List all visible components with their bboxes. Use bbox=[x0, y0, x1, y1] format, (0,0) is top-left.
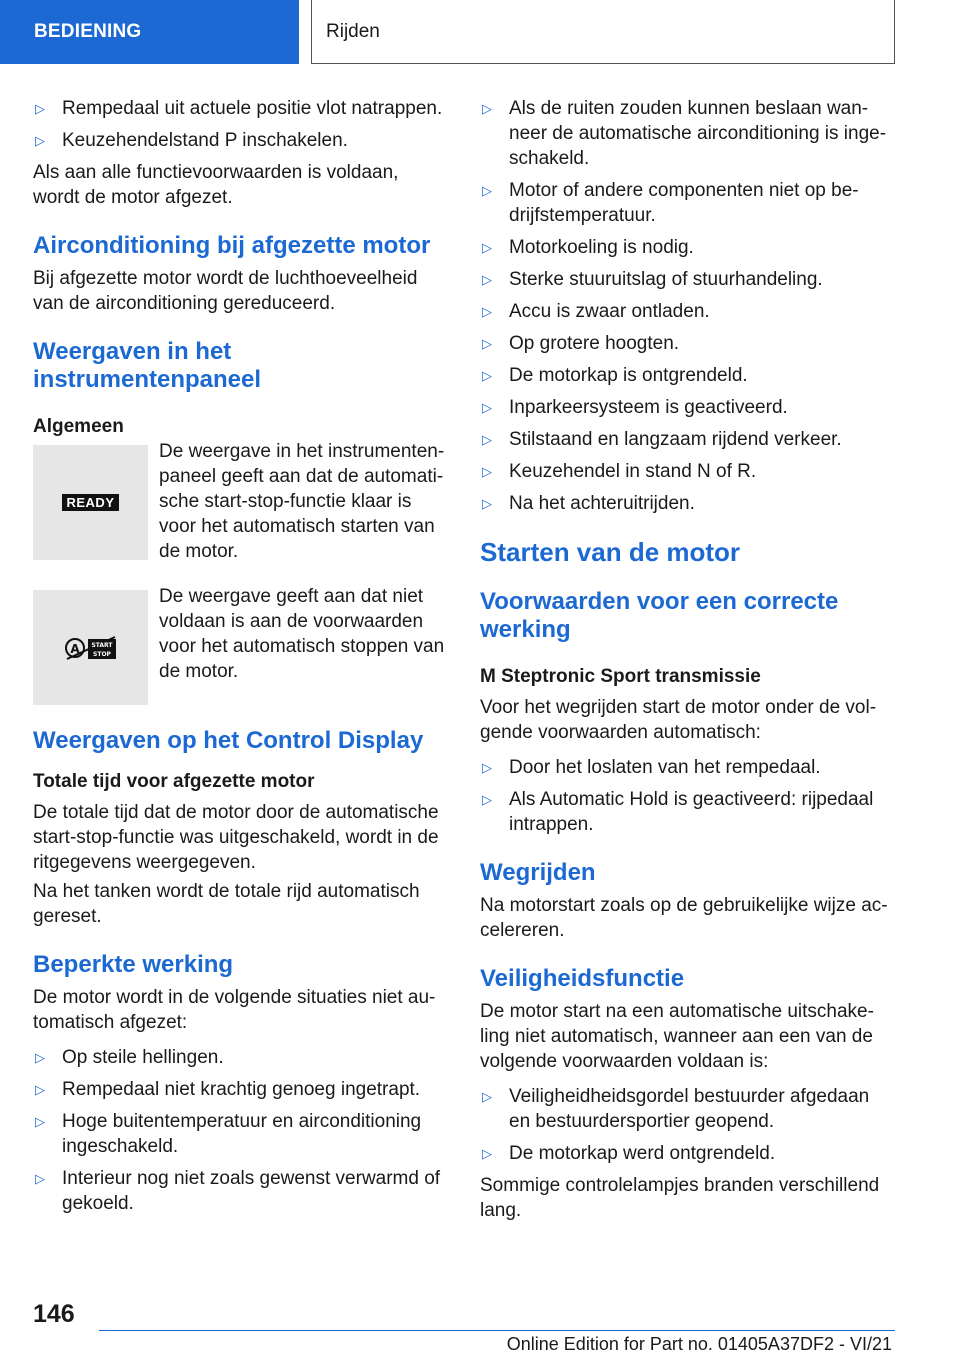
heading-starten: Starten van de motor bbox=[480, 537, 741, 567]
list-item: ▷ Sterke stuuruitslag of stuurhandeling. bbox=[482, 269, 823, 290]
figure-caption: De weergave in het instrumenten-paneel geeft aan dat de automati-sche start-stop-functie klaar is voor het automatisch starten van de motor. bbox=[159, 441, 445, 562]
bullet-list-veiligheid bbox=[480, 1084, 892, 1166]
triangle-bullet-icon: ▷ bbox=[482, 792, 492, 807]
list-item: ▷ Veiligheidheidsgordel bestuurder afgedaan en bestuurdersportier geopend. bbox=[482, 1086, 870, 1132]
start-stop-indicator-image bbox=[33, 590, 148, 705]
list-item: ▷ De motorkap is ontgrendeld. bbox=[482, 365, 748, 386]
heading-veiligheid: Veiligheidsfunctie bbox=[480, 965, 685, 992]
chapter-title: Rijden bbox=[326, 20, 380, 42]
triangle-bullet-icon: ▷ bbox=[482, 101, 492, 116]
bullet-list-top-left bbox=[33, 96, 449, 153]
chapter-header bbox=[311, 0, 895, 64]
list-item: ▷ Rempedaal uit actuele positie vlot natrappen. bbox=[35, 98, 443, 119]
paragraph: De motor wordt in de volgende situaties niet au-tomatisch afgezet: bbox=[33, 987, 436, 1033]
footer-divider bbox=[99, 1330, 895, 1331]
paragraph: Als aan alle functievoorwaarden is voldaan, wordt de motor afgezet. bbox=[33, 162, 399, 208]
subheading-algemeen: Algemeen bbox=[33, 416, 124, 437]
ready-icon: READY bbox=[62, 494, 118, 511]
triangle-bullet-icon: ▷ bbox=[482, 760, 492, 775]
triangle-bullet-icon: ▷ bbox=[482, 400, 492, 415]
bullet-list-m-steptronic bbox=[480, 755, 892, 837]
list-item: ▷ De motorkap werd ontgrendeld. bbox=[482, 1143, 776, 1164]
triangle-bullet-icon: ▷ bbox=[482, 496, 492, 511]
triangle-bullet-icon: ▷ bbox=[35, 1082, 45, 1097]
list-item: ▷ Interieur nog niet zoals gewenst verwarmd of gekoeld. bbox=[35, 1168, 441, 1214]
list-item: ▷ Rempedaal niet krachtig genoeg ingetrapt. bbox=[35, 1079, 421, 1100]
paragraph: Voor het wegrijden start de motor onder de vol-gende voorwaarden automatisch: bbox=[480, 697, 877, 743]
triangle-bullet-icon: ▷ bbox=[482, 432, 492, 447]
bullet-list-top-right bbox=[480, 96, 892, 516]
list-item: ▷ Keuzehendelstand P inschakelen. bbox=[35, 130, 348, 151]
triangle-bullet-icon: ▷ bbox=[482, 240, 492, 255]
list-item: ▷ Hoge buitentemperatuur en airconditioning ingeschakeld. bbox=[35, 1111, 422, 1157]
paragraph: De totale tijd dat de motor door de automatische start-stop-functie was uitgeschakeld, wordt in de ritgegevens weergegeven. bbox=[33, 802, 439, 873]
triangle-bullet-icon: ▷ bbox=[35, 133, 45, 148]
ready-indicator-image bbox=[33, 445, 148, 560]
paragraph: Na motorstart zoals op de gebruikelijke wijze ac-celereren. bbox=[480, 895, 888, 941]
section-tab bbox=[0, 0, 299, 64]
triangle-bullet-icon: ▷ bbox=[482, 1146, 492, 1161]
triangle-bullet-icon: ▷ bbox=[35, 1114, 45, 1129]
list-item: ▷ Op steile hellingen. bbox=[35, 1047, 224, 1068]
paragraph: Na het tanken wordt de totale rijd automatisch gereset. bbox=[33, 881, 420, 927]
list-item: ▷ Inparkeersysteem is geactiveerd. bbox=[482, 397, 788, 418]
figure-start-stop bbox=[33, 584, 449, 705]
list-item: ▷ Als de ruiten zouden kunnen beslaan wan-neer de automatische airconditioning is inge-schakeld. bbox=[482, 98, 887, 169]
svg-text:A: A bbox=[69, 641, 80, 656]
triangle-bullet-icon: ▷ bbox=[35, 1050, 45, 1065]
triangle-bullet-icon: ▷ bbox=[482, 464, 492, 479]
triangle-bullet-icon: ▷ bbox=[482, 1089, 492, 1104]
triangle-bullet-icon: ▷ bbox=[35, 1171, 45, 1186]
heading-beperkte-werking: Beperkte werking bbox=[33, 951, 234, 978]
heading-wegrijden: Wegrijden bbox=[480, 859, 596, 886]
heading-aircon: Airconditioning bij afgezette motor bbox=[33, 232, 431, 259]
triangle-bullet-icon: ▷ bbox=[482, 336, 492, 351]
list-item: ▷ Door het loslaten van het rempedaal. bbox=[482, 757, 821, 778]
figure-ready bbox=[33, 439, 449, 564]
subheading-totale-tijd: Totale tijd voor afgezette motor bbox=[33, 771, 315, 792]
paragraph: De motor start na een automatische uitschake-ling niet automatisch, wanneer aan een van de volgende voorwaarden voldaan is: bbox=[480, 1001, 874, 1072]
subheading-m-steptronic: M Steptronic Sport transmissie bbox=[480, 666, 761, 687]
list-item: ▷ Na het achteruitrijden. bbox=[482, 493, 695, 514]
triangle-bullet-icon: ▷ bbox=[482, 304, 492, 319]
heading-control-display: Weergaven op het Control Display bbox=[33, 727, 424, 754]
svg-text:START: START bbox=[90, 641, 113, 649]
list-item: ▷ Op grotere hoogten. bbox=[482, 333, 680, 354]
list-item: ▷ Motorkoeling is nodig. bbox=[482, 237, 694, 258]
page-number: 146 bbox=[33, 1300, 75, 1328]
heading-voorwaarden: Voorwaarden voor een correcte werking bbox=[480, 588, 839, 643]
right-column bbox=[480, 96, 892, 1227]
list-item: ▷ Motor of andere componenten niet op be-drijfstemperatuur. bbox=[482, 180, 859, 226]
triangle-bullet-icon: ▷ bbox=[482, 183, 492, 198]
section-title: BEDIENING bbox=[34, 21, 142, 42]
list-item: ▷ Accu is zwaar ontladen. bbox=[482, 301, 710, 322]
left-column bbox=[33, 96, 449, 1223]
paragraph: Sommige controlelampjes branden verschillend lang. bbox=[480, 1175, 880, 1221]
list-item: ▷ Als Automatic Hold is geactiveerd: rijpedaal intrappen. bbox=[482, 789, 874, 835]
paragraph: Bij afgezette motor wordt de luchthoeveelheid van de airconditioning gereduceerd. bbox=[33, 268, 418, 314]
svg-text:STOP: STOP bbox=[92, 650, 111, 658]
list-item: ▷ Stilstaand en langzaam rijdend verkeer. bbox=[482, 429, 842, 450]
heading-weergaven: Weergaven in het instrumentenpaneel bbox=[33, 338, 262, 393]
triangle-bullet-icon: ▷ bbox=[482, 272, 492, 287]
figure-caption: De weergave geeft aan dat niet voldaan is aan de voorwaarden voor het automatisch stoppen van de motor. bbox=[159, 586, 445, 682]
list-item: ▷ Keuzehendel in stand N of R. bbox=[482, 461, 757, 482]
triangle-bullet-icon: ▷ bbox=[35, 101, 45, 116]
triangle-bullet-icon: ▷ bbox=[482, 368, 492, 383]
auto-start-stop-icon bbox=[63, 633, 119, 663]
edition-footer: Online Edition for Part no. 01405A37DF2 - VI/21 bbox=[506, 1334, 892, 1354]
bullet-list-beperkte bbox=[33, 1045, 449, 1216]
